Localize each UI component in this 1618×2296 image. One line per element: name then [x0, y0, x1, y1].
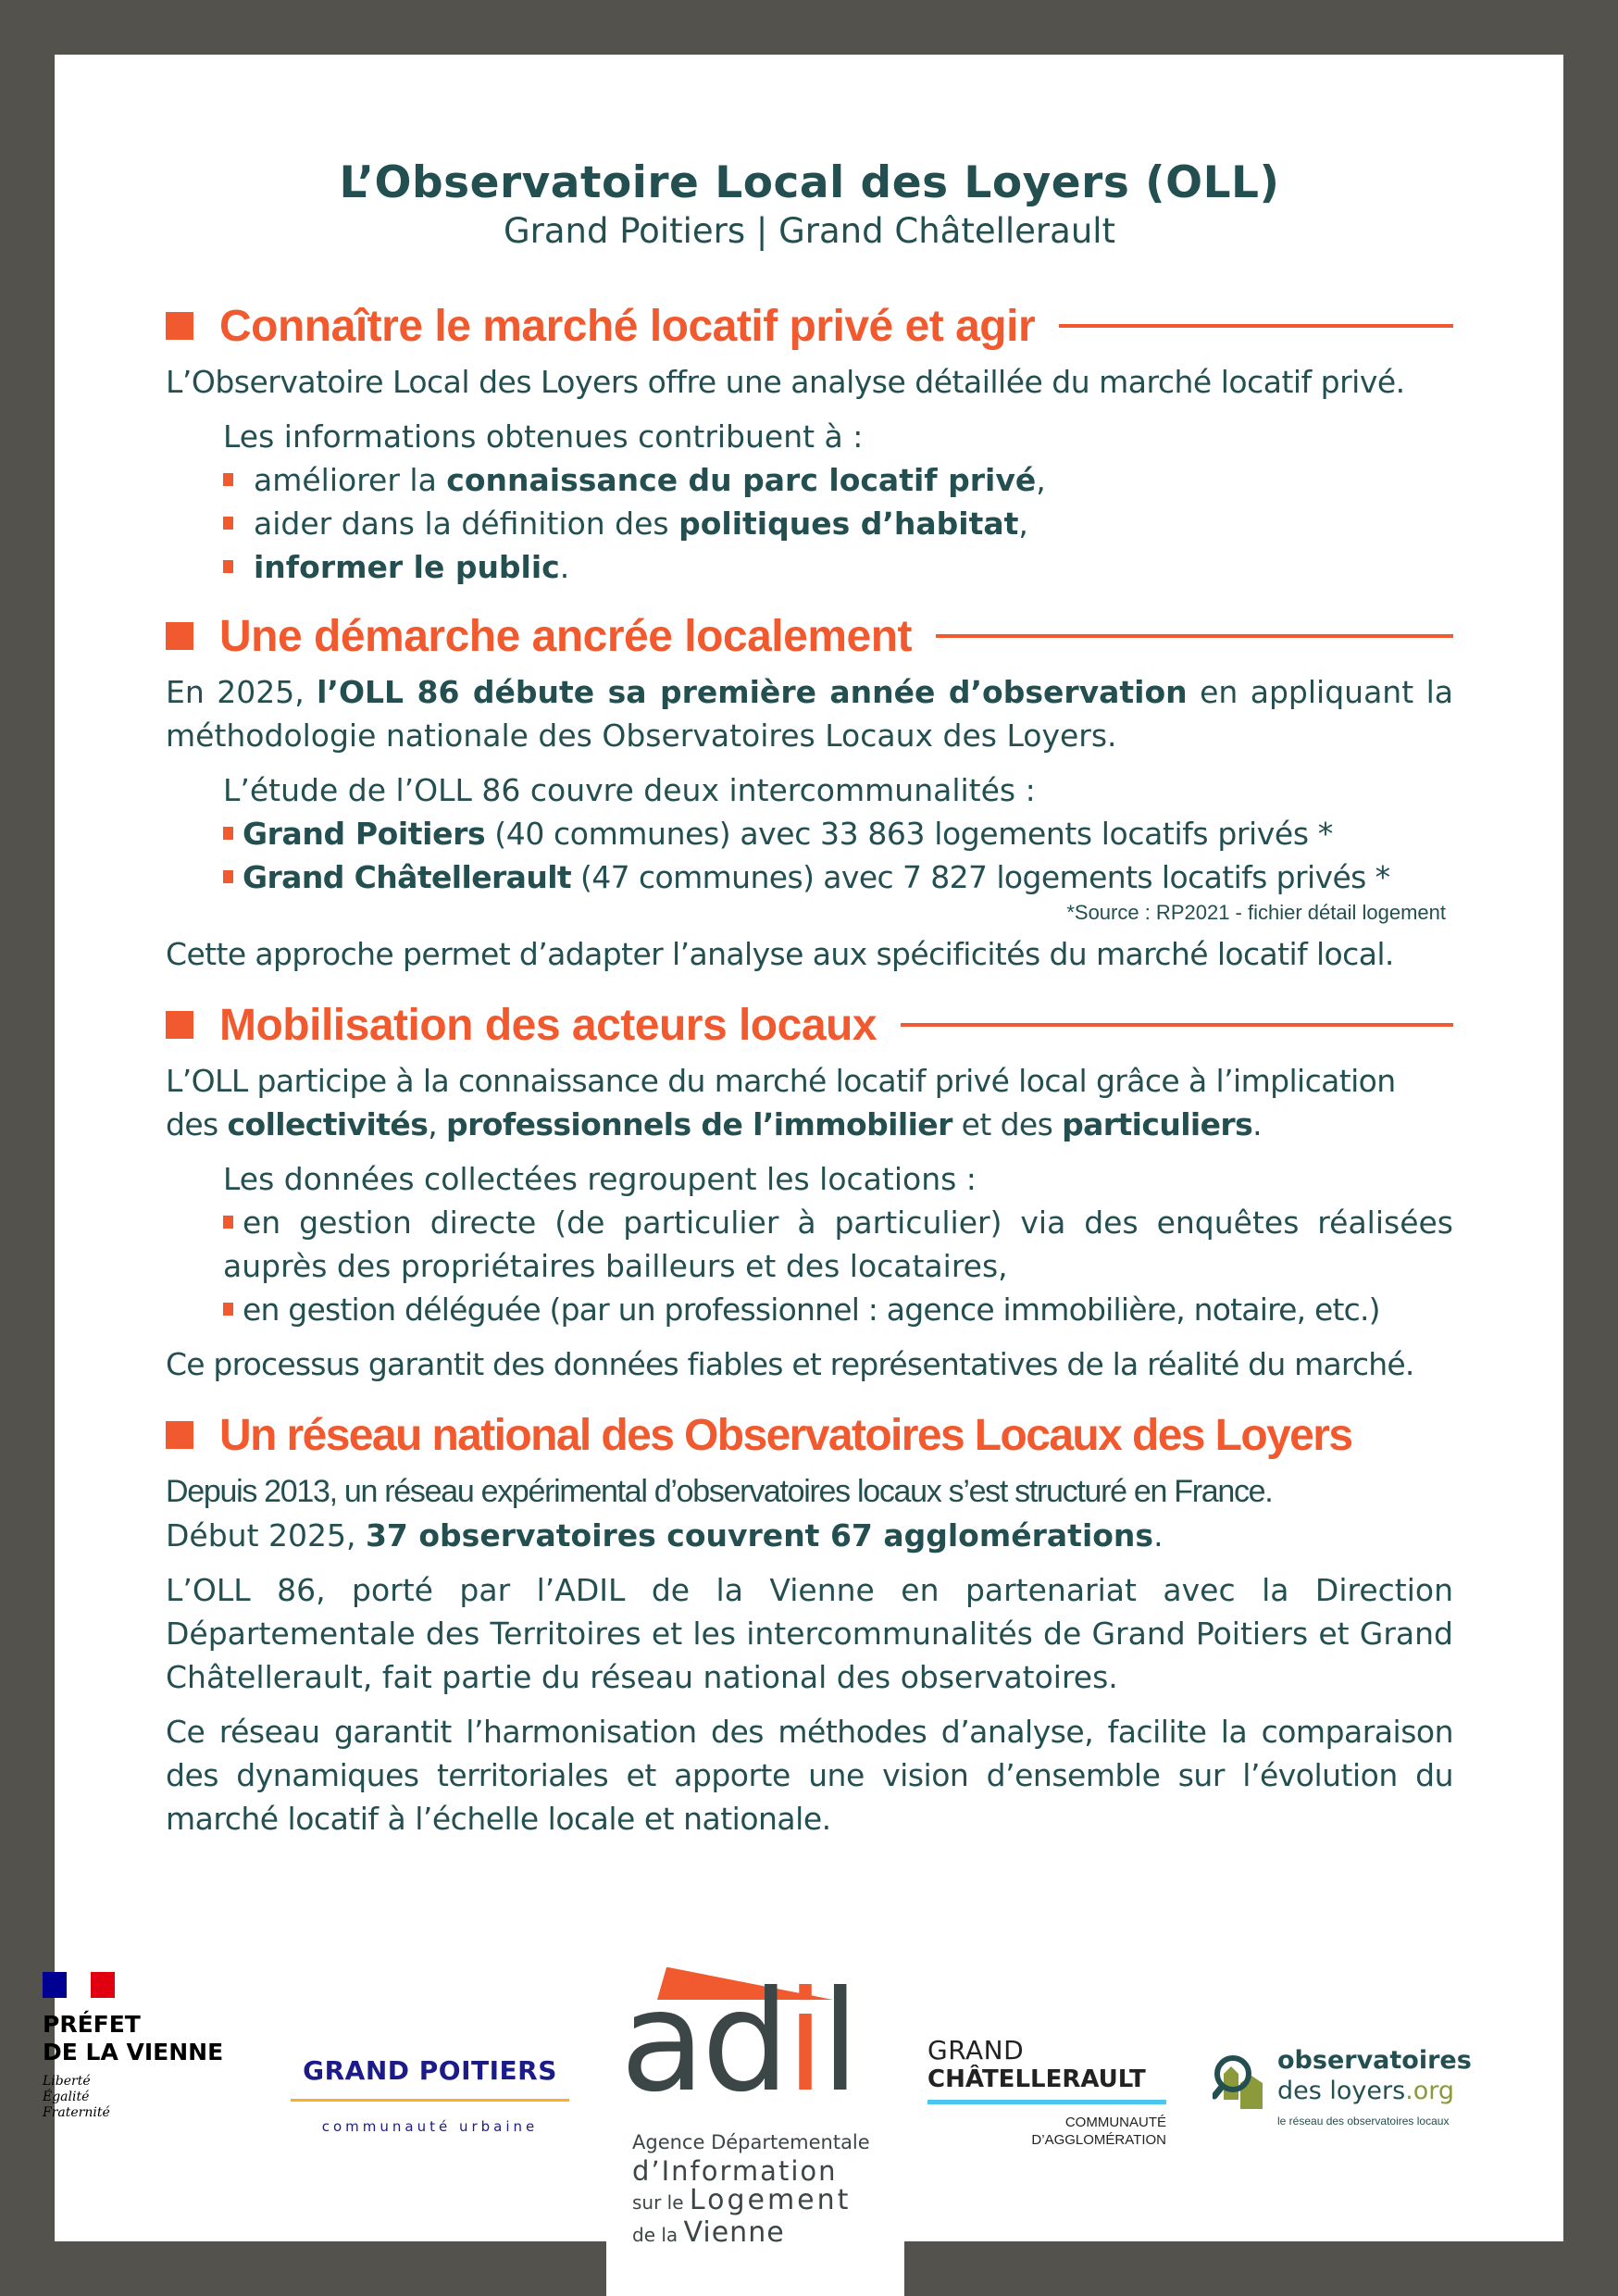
- section-outro: Cette approche permet d’adapter l’analyse aux spécificités du marché locatif local.: [166, 936, 1394, 972]
- list-item: informer le public.: [166, 545, 1453, 589]
- section-title: Mobilisation des acteurs locaux: [219, 1000, 877, 1050]
- grand-poitiers-logo: GRAND POITIERS communauté urbaine: [289, 2055, 571, 2135]
- square-bullet-icon: [166, 312, 193, 340]
- paragraph: Ce réseau garantit l’harmonisation des méthodes d’analyse, facilite la comparaison des dynamiques territoriales et apporte une vision d’ensemble sur l’évolution du marché locatif à l’échelle locale et nationale.: [166, 1714, 1453, 1837]
- paragraph: Depuis 2013, un réseau expérimental d’observatoires locaux s’est structuré en France. Début 2025, 37 observatoires couvrent 67 agglomérations.: [166, 1474, 1273, 1554]
- prefet-vienne-logo: PRÉFET DE LA VIENNE Liberté Égalité Fraternité: [43, 1972, 246, 2121]
- source-note: *Source : RP2021 - fichier détail logement: [1066, 901, 1446, 924]
- page-title: L’Observatoire Local des Loyers (OLL): [339, 157, 1280, 208]
- list-item: améliorer la connaissance du parc locatif privé,: [166, 458, 1453, 502]
- title-block: [166, 55, 1453, 253]
- section-mobilisation: [166, 994, 1453, 1386]
- section-heading: [166, 605, 1453, 667]
- section-title: Un réseau national des Observatoires Locaux des Loyers: [219, 1410, 1352, 1460]
- heading-rule: [901, 1023, 1453, 1027]
- list-item: Grand Châtellerault (47 communes) avec 7 827 logements locatifs privés *: [166, 855, 1453, 899]
- list-item: Grand Poitiers (40 communes) avec 33 863 logements locatifs privés *: [166, 812, 1453, 855]
- section-outro: Ce processus garantit des données fiables et représentatives de la réalité du marché.: [166, 1346, 1414, 1382]
- square-bullet-icon: [223, 517, 233, 530]
- page-subtitle: Grand Poitiers | Grand Châtellerault: [503, 211, 1116, 251]
- grand-chatellerault-logo: GRAND CHÂTELLERAULT COMMUNAUTÉ D’AGGLOMÉRATION: [927, 2035, 1166, 2148]
- square-bullet-icon: [166, 1011, 193, 1039]
- section-demarche: [166, 605, 1453, 976]
- section-heading: [166, 994, 1453, 1055]
- square-bullet-icon: [166, 622, 193, 650]
- section-title: Une démarche ancrée localement: [219, 611, 913, 661]
- section-reseau: [166, 1404, 1453, 1841]
- section-heading: [166, 1404, 1453, 1466]
- square-bullet-icon: [166, 1421, 193, 1449]
- heading-rule: [936, 634, 1453, 638]
- document-content: [166, 55, 1453, 1841]
- section-intro: L’Observatoire Local des Loyers offre une analyse détaillée du marché locatif privé.: [166, 364, 1405, 400]
- list-item: en gestion directe (de particulier à particulier) via des enquêtes réalisées auprès des propriétaires bailleurs et des locataires,: [223, 1204, 1453, 1284]
- list-item: aider dans la définition des politiques d’habitat,: [166, 502, 1453, 545]
- paragraph: L’OLL 86, porté par l’ADIL de la Vienne en partenariat avec la Direction Départementale des Territoires et les intercommunalités de Grand Poitiers et Grand Châtellerault, fait partie du réseau national des observatoires.: [166, 1572, 1453, 1695]
- section-intro: En 2025, l’OLL 86 débute sa première année d’observation en appliquant la méthodologie nationale des Observatoires Locaux des Loyers.: [166, 674, 1453, 754]
- list-item: en gestion déléguée (par un professionnel : agence immobilière, notaire, etc.): [166, 1288, 1453, 1331]
- section-intro: L’OLL participe à la connaissance du marché locatif privé local grâce à l’implication des collectivités, professionnels de l’immobilier et des particuliers.: [166, 1063, 1396, 1142]
- section-connaitre: [166, 295, 1453, 589]
- section-title: Connaître le marché locatif privé et agir: [219, 301, 1036, 351]
- marianne-flag-icon: [43, 1972, 115, 1998]
- list-intro: L’étude de l’OLL 86 couvre deux intercommunalités :: [223, 772, 1036, 808]
- adil-logo: adil Agence Départementale d’Information sur le Logement de la Vienne: [606, 1951, 904, 2296]
- document-page: [55, 55, 1563, 2241]
- square-bullet-icon: [223, 827, 233, 840]
- square-bullet-icon: [223, 473, 233, 486]
- magnifier-house-icon: [1213, 2053, 1264, 2109]
- square-bullet-icon: [223, 560, 233, 573]
- square-bullet-icon: [223, 1303, 233, 1316]
- list-intro: Les informations obtenues contribuent à :: [223, 418, 864, 455]
- heading-rule: [1059, 324, 1453, 328]
- square-bullet-icon: [223, 870, 233, 883]
- square-bullet-icon: [223, 1216, 233, 1229]
- section-heading: [166, 295, 1453, 356]
- list-intro: Les données collectées regroupent les locations :: [223, 1161, 977, 1197]
